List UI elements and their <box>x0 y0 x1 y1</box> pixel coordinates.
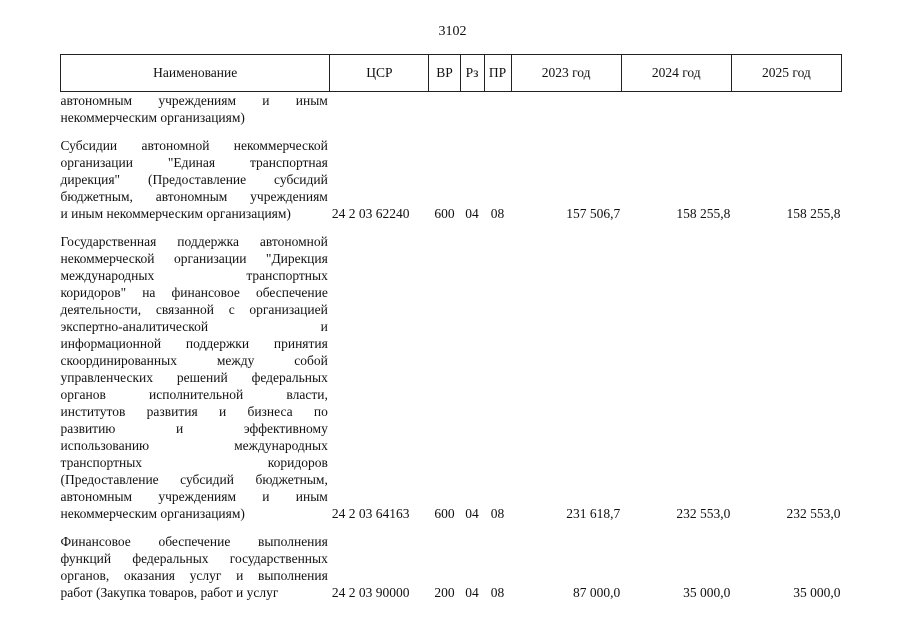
row-name-line: транспортных коридоров <box>60 455 328 470</box>
row-name-line: (Предоставление субсидий бюджетным, <box>60 472 328 487</box>
row-2023: 157 506,7 <box>566 206 621 221</box>
row-name <box>61 92 330 127</box>
table-row <box>61 126 842 222</box>
header-2023: 2023 год <box>511 55 621 92</box>
row-name-line: некоммерческой организации "Дирекция <box>60 251 328 266</box>
row-name-line: институтов развития и бизнеса по <box>60 404 328 419</box>
table-row <box>61 522 842 601</box>
row-2024: 35 000,0 <box>683 585 731 600</box>
row-name-line: деятельности, связанной с организацией <box>60 302 328 317</box>
row-name-line: некоммерческим организациям) <box>60 110 245 125</box>
row-name <box>61 522 330 601</box>
row-name-line: работ (Закупка товаров, работ и услуг <box>60 585 279 600</box>
row-rz: 04 <box>465 206 479 221</box>
row-name-line: функций федеральных государственных <box>60 551 328 566</box>
row-pr: 08 <box>490 585 505 600</box>
row-name-line: Субсидии автономной некоммерческой <box>60 138 328 153</box>
row-name-line: использованию международных <box>60 438 328 453</box>
table-row <box>61 222 842 522</box>
row-name-line: некоммерческим организациям) <box>60 506 245 521</box>
header-2024: 2024 год <box>621 55 731 92</box>
row-2024: 232 553,0 <box>676 506 731 521</box>
header-csr: ЦСР <box>330 55 429 92</box>
row-name-line: Государственная поддержка автономной <box>60 234 328 249</box>
header-vr: ВР <box>429 55 460 92</box>
row-vr: 600 <box>434 206 455 221</box>
row-name-line: дирекция" (Предоставление субсидий <box>60 172 328 187</box>
row-pr: 08 <box>490 206 505 221</box>
row-2023: 231 618,7 <box>566 506 621 521</box>
row-vr: 200 <box>434 585 455 600</box>
row-2025: 35 000,0 <box>793 585 841 600</box>
row-name-line: управленческих решений федеральных <box>60 370 328 385</box>
row-name-line: информационной поддержки принятия <box>60 336 328 351</box>
row-name-line: развитию и эффективному <box>60 421 328 436</box>
row-csr: 24 2 03 62240 <box>331 206 410 221</box>
row-name <box>61 126 330 222</box>
row-2025: 158 255,8 <box>786 206 841 221</box>
row-name-line: автономным учреждениям и иным <box>60 489 328 504</box>
row-name-line: международных транспортных <box>60 268 328 283</box>
row-vr: 600 <box>434 506 455 521</box>
row-name-line: органов исполнительной власти, <box>60 387 328 402</box>
row-2025: 232 553,0 <box>786 506 841 521</box>
row-rz <box>460 92 484 127</box>
row-rz: 04 <box>465 506 479 521</box>
row-2023 <box>511 92 621 127</box>
row-2024 <box>621 92 731 127</box>
header-2025: 2025 год <box>731 55 841 92</box>
row-name-line: организации "Единая транспортная <box>60 155 328 170</box>
row-name-line: скоординированных между собой <box>60 353 328 368</box>
budget-table <box>60 54 842 601</box>
header-name: Наименование <box>61 55 330 92</box>
header-rz: Рз <box>460 55 484 92</box>
row-csr: 24 2 03 90000 <box>331 585 410 600</box>
row-vr <box>429 92 460 127</box>
row-csr <box>330 92 429 127</box>
row-2024: 158 255,8 <box>676 206 731 221</box>
row-rz: 04 <box>465 585 479 600</box>
row-2025 <box>731 92 841 127</box>
row-csr: 24 2 03 64163 <box>331 506 410 521</box>
page-number: 3102 <box>438 24 467 39</box>
row-pr <box>484 92 511 127</box>
header-pr: ПР <box>484 55 511 92</box>
row-2023: 87 000,0 <box>572 585 621 600</box>
row-name-line: органов, оказания услуг и выполнения <box>60 568 328 583</box>
row-pr: 08 <box>490 506 505 521</box>
row-name-line: автономным учреждениям и иным <box>60 93 328 108</box>
row-name-line: коридоров" на финансовое обеспечение <box>60 285 328 300</box>
row-name-line: и иным некоммерческим организациям) <box>60 206 291 221</box>
header-row <box>61 55 842 92</box>
row-name-line: Финансовое обеспечение выполнения <box>60 534 328 549</box>
table-row-continuation <box>61 92 842 127</box>
row-name-line: бюджетным, автономным учреждениям <box>60 189 328 204</box>
row-name <box>61 222 330 522</box>
row-name-line: экспертно-аналитической и <box>60 319 328 334</box>
